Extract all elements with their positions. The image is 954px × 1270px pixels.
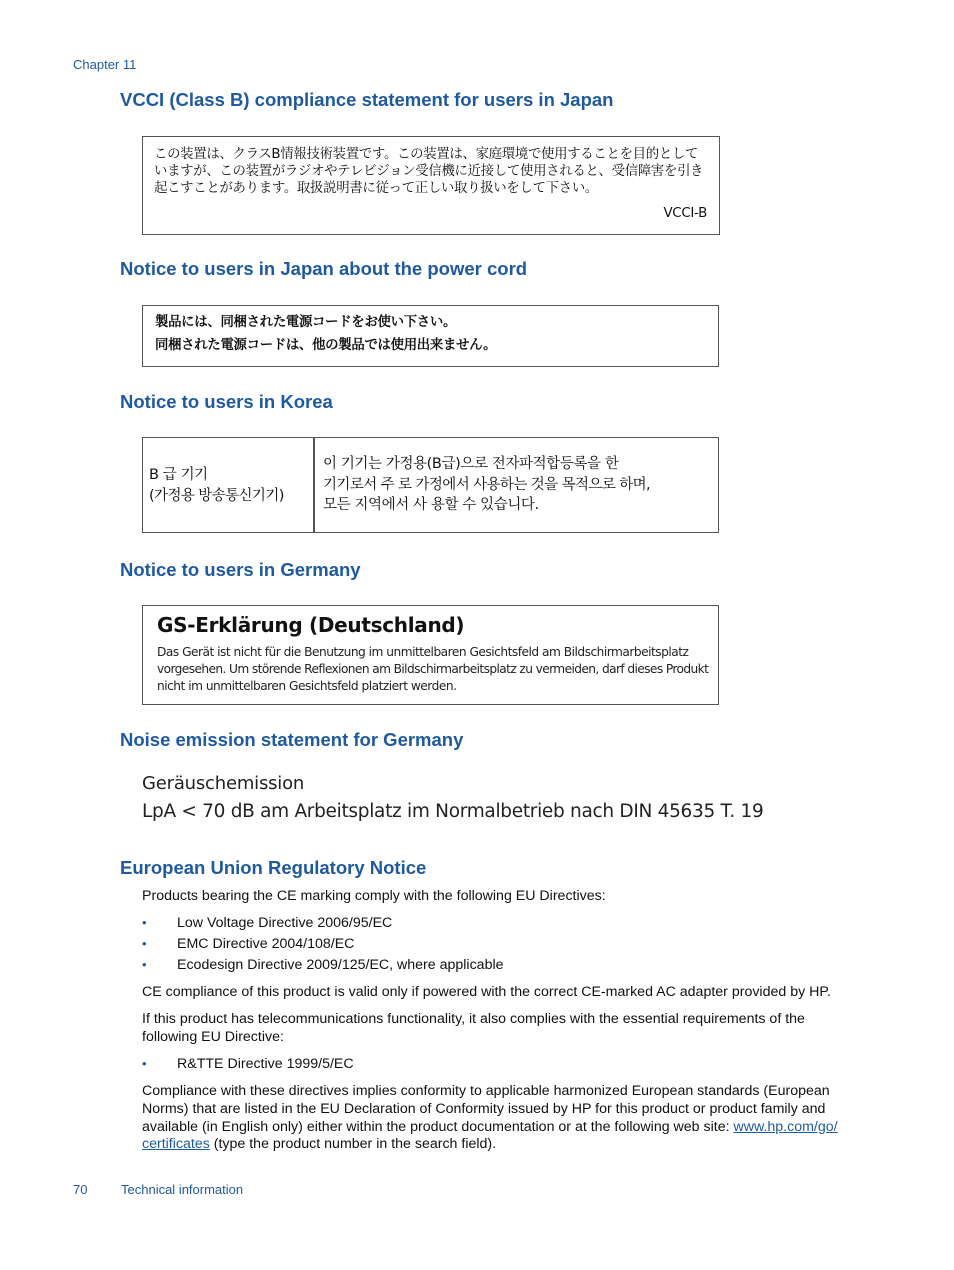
hp-certificates-link-part-2[interactable]: certificates	[142, 1136, 210, 1152]
bullet-dot-icon: •	[142, 957, 147, 972]
korea-divider	[313, 438, 315, 532]
bullet-dot-icon: •	[142, 936, 147, 951]
eu-compliance-line-4-text: (type the product number in the search field).	[209, 1136, 497, 1152]
vcci-notice-box	[142, 136, 720, 235]
gs-line-1: Das Gerät ist nicht für die Benutzung im unmittelbaren Gesichtsfeld am Bildschirmarbeitsplatz	[157, 645, 689, 659]
heading-korea: Notice to users in Korea	[120, 391, 333, 412]
gs-line-3: nicht im unmittelbaren Gesichtsfeld platziert werden.	[157, 679, 457, 693]
noise-body: LpA < 70 dB am Arbeitsplatz im Normalbetrieb nach DIN 45635 T. 19	[142, 801, 764, 822]
germany-notice-box	[142, 605, 719, 705]
eu-bullet-3-text: Ecodesign Directive 2009/125/EC, where applicable	[177, 957, 504, 973]
footer-section: Technical information	[121, 1182, 244, 1197]
korea-right-line-3: 모든 지역에서 사 용할 수 있습니다.	[323, 497, 539, 513]
eu-bullet-2-text: EMC Directive 2004/108/EC	[177, 936, 355, 952]
eu-telecom-line-1: If this product has telecommunications functionality, it also complies with the essential requirements of the	[142, 1011, 805, 1027]
vcci-line-2: いますが、この装置がラジオやテレビジョン受信機に近接して使用されると、受信障害を引き	[154, 164, 704, 179]
korea-right-line-1: 이 기기는 가정용(B급)으로 전자파적합등록을 한	[323, 456, 619, 472]
korea-notice-box	[142, 437, 719, 533]
eu-telecom-line-2: following EU Directive:	[142, 1029, 284, 1045]
eu-compliance-line-4	[142, 1135, 854, 1153]
eu-compliance-line-3-text: available (in English only) either within the product documentation or at the following web site:	[142, 1119, 734, 1135]
vcci-line-1: この装置は、クラスB情報技術装置です。この装置は、家庭環境で使用することを目的として	[154, 147, 699, 162]
korea-right-line-2: 기기로서 주 로 가정에서 사용하는 것을 목적으로 하며,	[323, 477, 651, 493]
eu-telecom-bullet-text: R&TTE Directive 1999/5/EC	[177, 1056, 354, 1072]
eu-ce-para: CE compliance of this product is valid only if powered with the correct CE-marked AC adapter provided by HP.	[142, 984, 831, 1000]
heading-germany: Notice to users in Germany	[120, 559, 361, 580]
heading-noise: Noise emission statement for Germany	[120, 729, 464, 750]
eu-intro: Products bearing the CE marking comply with the following EU Directives:	[142, 888, 606, 904]
power-cord-line-2: 同梱された電源コードは、他の製品では使用出来ません。	[155, 338, 497, 353]
eu-compliance-line-3	[142, 1118, 854, 1136]
vcci-tag: VCCI-B	[663, 206, 707, 221]
power-cord-line-1: 製品には、同梱された電源コードをお使い下さい。	[155, 315, 457, 330]
eu-bullet-1-text: Low Voltage Directive 2006/95/EC	[177, 915, 393, 931]
heading-vcci: VCCI (Class B) compliance statement for users in Japan	[120, 89, 614, 110]
noise-title: Geräuschemission	[142, 773, 305, 794]
power-cord-notice-box	[142, 305, 719, 367]
heading-power-cord: Notice to users in Japan about the power cord	[120, 258, 528, 279]
heading-eu: European Union Regulatory Notice	[120, 857, 427, 878]
page-number: 70	[73, 1182, 88, 1197]
gs-line-2: vorgesehen. Um störende Reflexionen am Bildschirmarbeitsplatz zu vermeiden, darf dieses Produkt	[157, 662, 709, 676]
korea-left-line-1: B 급 기기	[149, 467, 208, 483]
eu-compliance-line-2: Norms) that are listed in the EU Declaration of Conformity issued by HP for this product or product family and	[142, 1101, 826, 1117]
hp-certificates-link-part-1[interactable]: www.hp.com/go/	[733, 1119, 838, 1135]
gs-title: GS-Erklärung (Deutschland)	[157, 613, 465, 637]
bullet-dot-icon: •	[142, 1056, 147, 1071]
eu-compliance-line-1: Compliance with these directives implies conformity to applicable harmonized European standards (European	[142, 1083, 830, 1099]
vcci-line-3: 起こすことがあります。取扱説明書に従って正しい取り扱いをして下さい。	[154, 181, 599, 196]
chapter-label: Chapter 11	[73, 57, 137, 72]
bullet-dot-icon: •	[142, 915, 147, 930]
korea-left-line-2: (가정용 방송통신기기)	[149, 488, 284, 504]
